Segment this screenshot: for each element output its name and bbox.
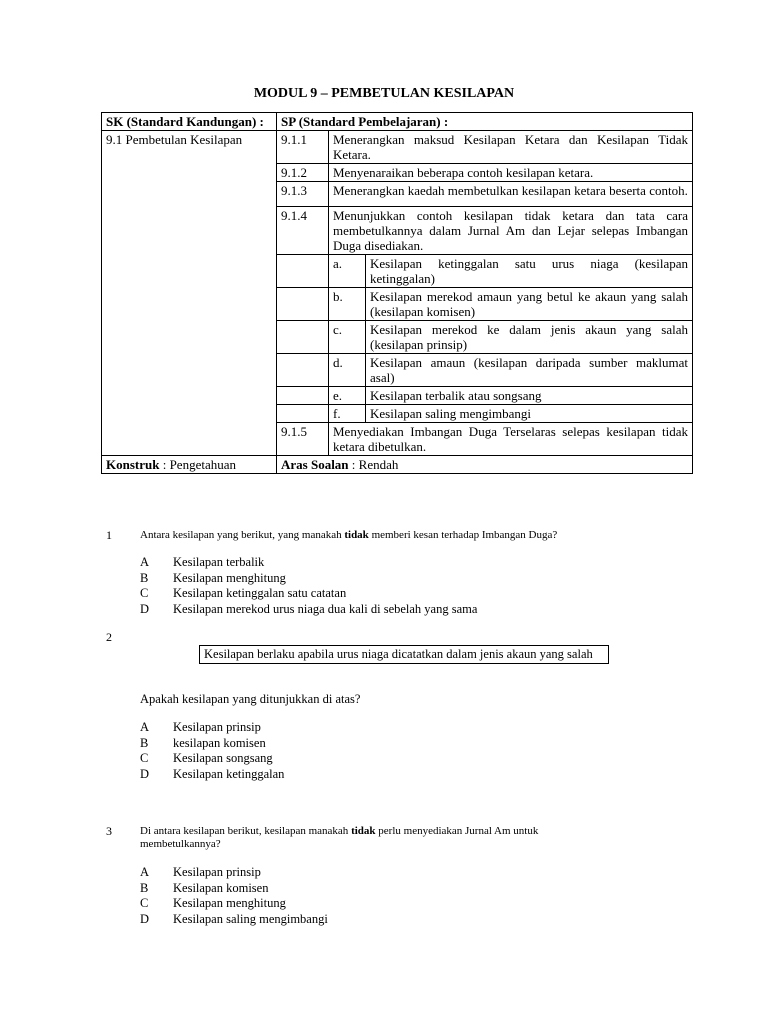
sp-header: SP (Standard Pembelajaran) : <box>277 113 693 131</box>
sp-code-empty <box>277 321 329 354</box>
options-list <box>140 555 477 617</box>
options-list <box>140 865 328 927</box>
option-text: Kesilapan prinsip <box>173 865 261 879</box>
option-b[interactable] <box>140 571 477 587</box>
sub-letter: e. <box>329 387 366 405</box>
option-letter: A <box>140 865 150 879</box>
sp-text: Menyenaraikan beberapa contoh kesilapan ketara. <box>329 164 693 182</box>
option-a[interactable] <box>140 720 284 736</box>
sub-text: Kesilapan saling mengimbangi <box>366 405 693 423</box>
option-letter: B <box>140 735 149 750</box>
sub-text: Kesilapan terbalik atau songsang <box>366 387 693 405</box>
question-number: 2 <box>106 630 112 644</box>
sp-code-empty <box>277 387 329 405</box>
option-text: Kesilapan prinsip <box>173 720 261 734</box>
question-text-bold: tidak <box>344 529 369 541</box>
option-letter: D <box>140 911 150 926</box>
sp-text: Menerangkan maksud Kesilapan Ketara dan Kesilapan Tidak Ketara. <box>329 131 693 164</box>
question-text: Apakah kesilapan yang ditunjukkan di atas? <box>140 692 361 706</box>
sub-letter: f. <box>329 405 366 423</box>
options-list <box>140 720 284 782</box>
sp-text: Menyediakan Imbangan Duga Terselaras selepas kesilapan tidak ketara dibetulkan. <box>329 423 693 456</box>
option-b[interactable] <box>140 736 284 752</box>
statement-box: Kesilapan berlaku apabila urus niaga dicatatkan dalam jenis akaun yang salah <box>199 645 609 664</box>
sub-text: Kesilapan merekod amaun yang betul ke akaun yang salah (kesilapan komisen) <box>366 288 693 321</box>
option-letter: D <box>140 601 150 616</box>
option-letter: B <box>140 880 149 895</box>
option-text: Kesilapan menghitung <box>173 570 286 585</box>
aras-cell <box>277 456 693 474</box>
option-text: Kesilapan menghitung <box>173 896 286 910</box>
question-text-bold: tidak <box>351 825 376 837</box>
konstruk-label: Konstruk <box>106 457 160 472</box>
sp-code-empty <box>277 255 329 288</box>
option-text: Kesilapan ketinggalan <box>173 766 285 781</box>
sub-letter: d. <box>329 354 366 387</box>
aras-label: Aras Soalan <box>281 457 349 472</box>
sp-code: 9.1.3 <box>277 182 329 207</box>
question-text <box>140 825 538 851</box>
option-c[interactable] <box>140 586 477 602</box>
option-a[interactable] <box>140 555 477 571</box>
sp-code-empty <box>277 288 329 321</box>
option-d[interactable] <box>140 602 477 618</box>
question-text <box>140 529 557 541</box>
question-text-pre: Antara kesilapan yang berikut, yang manakah <box>140 529 345 541</box>
option-a[interactable] <box>140 865 328 881</box>
sk-item: 9.1 Pembetulan Kesilapan <box>102 131 277 456</box>
sp-code-empty <box>277 354 329 387</box>
option-b[interactable] <box>140 881 328 897</box>
question-number: 3 <box>106 824 112 838</box>
aras-value: : Rendah <box>348 457 399 472</box>
sp-code: 9.1.2 <box>277 164 329 182</box>
option-text: Kesilapan ketinggalan satu catatan <box>173 586 347 600</box>
sp-text: Menerangkan kaedah membetulkan kesilapan ketara beserta contoh. <box>329 182 693 207</box>
sub-letter: c. <box>329 321 366 354</box>
standards-table <box>101 112 693 474</box>
option-text: Kesilapan terbalik <box>173 555 265 569</box>
sub-letter: a. <box>329 255 366 288</box>
option-text: Kesilapan songsang <box>173 751 273 765</box>
option-text: Kesilapan saling mengimbangi <box>173 911 328 926</box>
question-text-post: perlu menyediakan Jurnal Am untuk <box>375 825 539 837</box>
option-d[interactable] <box>140 767 284 783</box>
question-number: 1 <box>106 528 112 542</box>
option-text: Kesilapan merekod urus niaga dua kali di sebelah yang sama <box>173 601 478 616</box>
konstruk-cell <box>102 456 277 474</box>
option-letter: D <box>140 766 150 781</box>
sk-header: SK (Standard Kandungan) : <box>102 113 277 131</box>
question-text-post: memberi kesan terhadap Imbangan Duga? <box>368 529 558 541</box>
option-letter: C <box>140 751 149 765</box>
sp-text: Menunjukkan contoh kesilapan tidak ketara dan tata cara membetulkannya dalam Jurnal Am dan Lejar selepas Imbangan Duga disediakan. <box>329 207 693 255</box>
question-text-line2: membetulkannya? <box>140 838 221 850</box>
question-text-pre: Di antara kesilapan berikut, kesilapan manakah <box>140 825 352 837</box>
sub-text: Kesilapan merekod ke dalam jenis akaun yang salah (kesilapan prinsip) <box>366 321 693 354</box>
option-text: Kesilapan komisen <box>173 880 269 895</box>
page-title: MODUL 9 – PEMBETULAN KESILAPAN <box>253 86 515 101</box>
option-d[interactable] <box>140 912 328 928</box>
sp-code-empty <box>277 405 329 423</box>
konstruk-value: : Pengetahuan <box>159 457 237 472</box>
sp-code: 9.1.4 <box>277 207 329 255</box>
option-c[interactable] <box>140 751 284 767</box>
option-letter: C <box>140 586 149 600</box>
option-text: kesilapan komisen <box>173 735 266 750</box>
sub-text: Kesilapan amaun (kesilapan daripada sumber maklumat asal) <box>366 354 693 387</box>
option-letter: A <box>140 720 150 734</box>
sp-code: 9.1.1 <box>277 131 329 164</box>
sub-text: Kesilapan ketinggalan satu urus niaga (kesilapan ketinggalan) <box>366 255 693 288</box>
option-letter: B <box>140 570 149 585</box>
option-c[interactable] <box>140 896 328 912</box>
sp-code: 9.1.5 <box>277 423 329 456</box>
option-letter: A <box>140 555 150 569</box>
sub-letter: b. <box>329 288 366 321</box>
option-letter: C <box>140 896 149 910</box>
